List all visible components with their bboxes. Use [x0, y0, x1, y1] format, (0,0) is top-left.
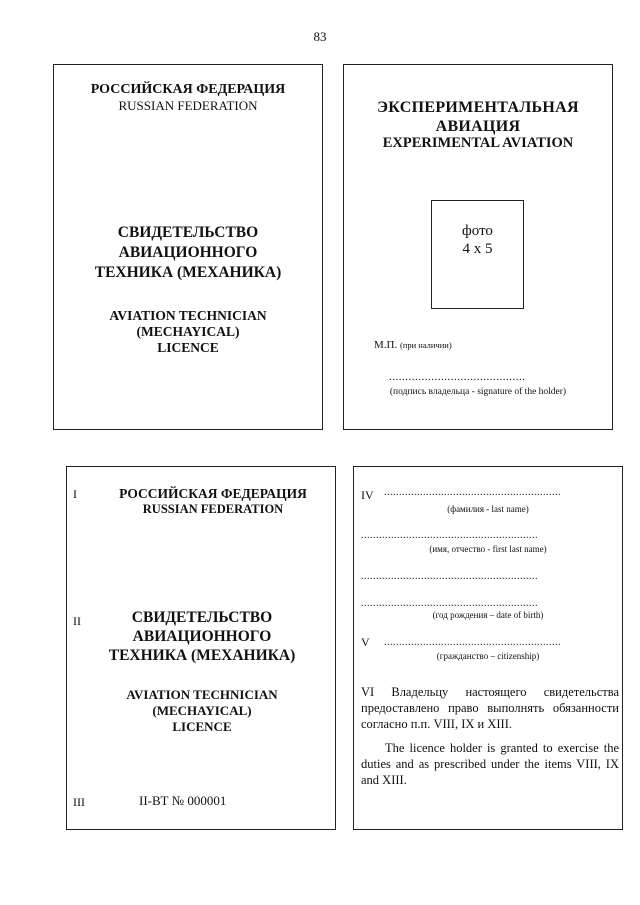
photo-size: 4 x 5: [462, 241, 493, 257]
last-name-caption: (фамилия - last name): [447, 504, 529, 514]
title-en-line: AVIATION TECHNICIAN: [109, 308, 267, 323]
stamp-place: [374, 339, 452, 351]
item-number-1: I: [73, 487, 77, 501]
date-of-birth-field: ...........................................................: [361, 598, 538, 609]
licence-title-en: [54, 308, 322, 356]
stamp-label: М.П.: [374, 339, 398, 351]
title-en-line: (MECHAYICAL): [152, 703, 252, 718]
experimental-ru-line: ЭКСПЕРИМЕНТАЛЬНАЯ: [377, 99, 579, 116]
country-header-en: RUSSIAN FEDERATION: [118, 98, 258, 113]
name-continuation-field: ...........................................................: [361, 571, 538, 582]
signature-caption: (подпись владельца - signature of the holder): [389, 387, 567, 397]
photo-label: фото: [462, 223, 493, 239]
title-ru-line: СВИДЕТЕЛЬСТВО: [131, 609, 273, 626]
title-en-line: LICENCE: [157, 340, 219, 355]
first-name-caption: (имя, отчество - first last name): [429, 544, 547, 554]
last-name-field: ...........................................................: [384, 487, 561, 498]
title-ru-line: ТЕХНИКА (МЕХАНИКА): [108, 647, 296, 664]
item-number-2: II: [73, 614, 81, 628]
citizenship-caption: (гражданство – citizenship): [436, 651, 540, 661]
title-ru-line: АВИАЦИОННОГО: [132, 628, 272, 645]
citizenship-field: ...........................................................: [384, 637, 561, 648]
licence-inner-left: [66, 466, 336, 830]
licence-front-cover: [53, 64, 323, 430]
licence-inner-right: [353, 466, 623, 830]
title-ru-line: СВИДЕТЕЛЬСТВО: [117, 224, 259, 241]
licence-title-ru: [71, 608, 333, 665]
item-number-4: IV: [361, 488, 374, 502]
date-of-birth-caption: (год рождения – date of birth): [432, 610, 544, 620]
country-header-ru: РОССИЙСКАЯ ФЕДЕРАЦИЯ: [90, 82, 286, 97]
first-name-field: ...........................................................: [361, 530, 538, 541]
experimental-aviation-en: EXPERIMENTAL AVIATION: [382, 135, 574, 151]
stamp-note: (при наличии): [399, 340, 452, 350]
photo-placeholder: [432, 222, 523, 258]
signature-line: ..........................................: [389, 371, 526, 383]
title-ru-line: АВИАЦИОННОГО: [118, 244, 258, 261]
title-en-line: LICENCE: [172, 719, 232, 734]
title-en-line: (MECHAYICAL): [136, 324, 240, 339]
experimental-ru-line: АВИАЦИЯ: [435, 118, 521, 135]
privileges-text-en: The licence holder is granted to exercise the duties and as prescribed under the items VIII, IX and XIII.: [361, 741, 619, 787]
privileges-text-ru: VI Владельцу настоящего свидетельства предоставлено право выполнять обязанности согласно п.п. VIII, IX и XIII.: [361, 685, 619, 731]
licence-serial-number: II-ВТ № 000001: [139, 793, 227, 808]
title-ru-line: ТЕХНИКА (МЕХАНИКА): [94, 264, 282, 281]
experimental-aviation-ru: [344, 98, 612, 136]
licence-back-cover: [343, 64, 613, 430]
item-number-5: V: [361, 635, 370, 649]
licence-title-ru: [54, 223, 322, 283]
title-en-line: AVIATION TECHNICIAN: [126, 687, 278, 702]
page-number: 83: [313, 29, 327, 44]
country-header-ru: РОССИЙСКАЯ ФЕДЕРАЦИЯ: [119, 486, 307, 501]
licence-title-en: [71, 687, 333, 735]
photo-box: [431, 200, 524, 309]
item-number-3: III: [73, 795, 85, 809]
country-header-en: RUSSIAN FEDERATION: [142, 502, 284, 516]
